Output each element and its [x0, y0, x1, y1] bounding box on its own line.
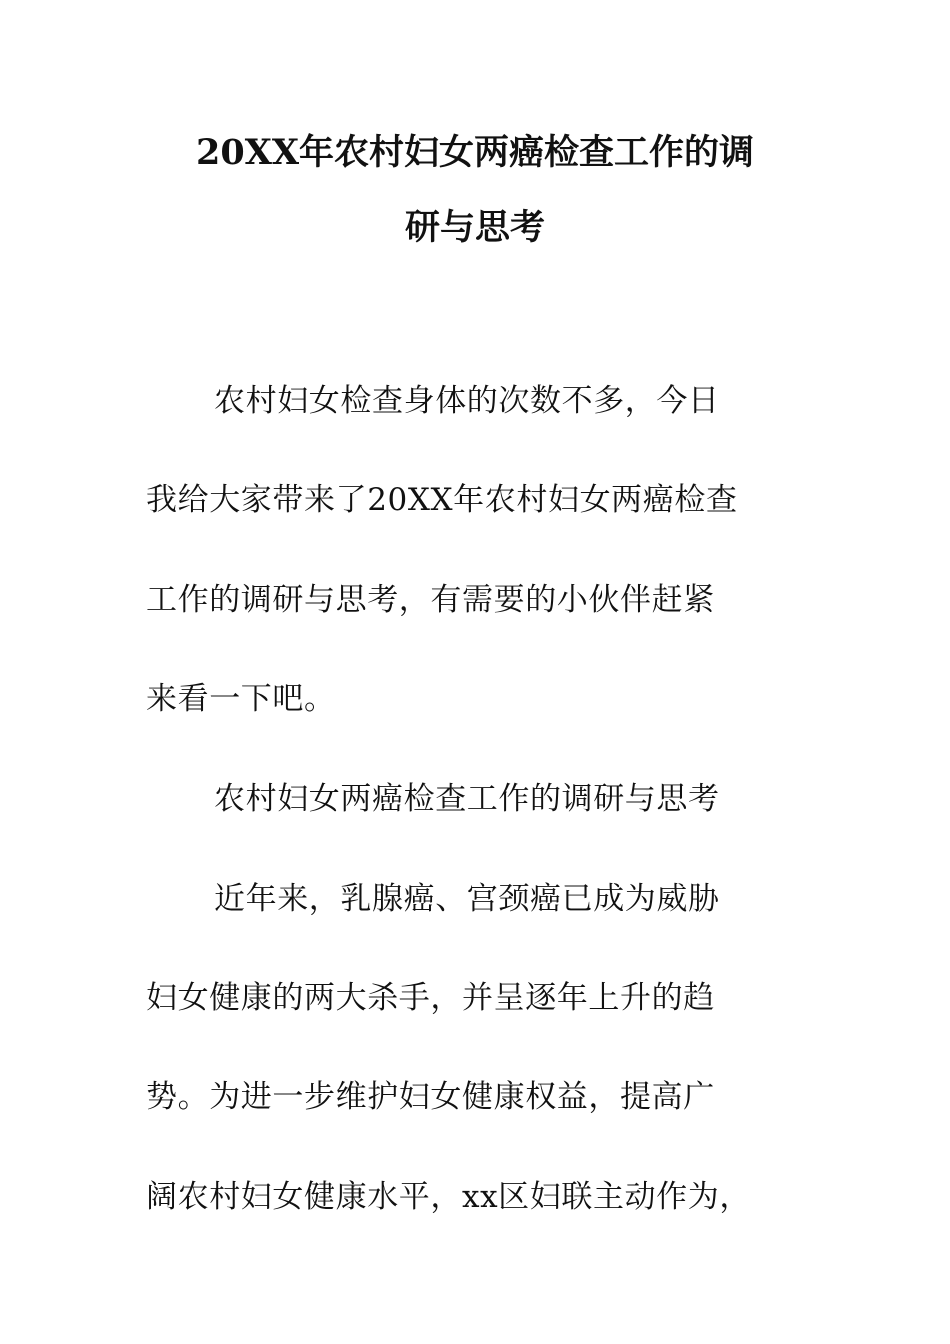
subheading-line: 农村妇女两癌检查工作的调研与思考	[214, 781, 720, 817]
paragraph-2-line-2: 妇女健康的两大杀手，并呈逐年上升的趋	[146, 980, 715, 1016]
paragraph-1-line-1: 农村妇女检查身体的次数不多，今日	[214, 383, 720, 419]
document-title-line-2: 研与思考	[404, 207, 545, 248]
paragraph-1-line-2: 我给大家带来了20XX年农村妇女两癌检查	[146, 482, 738, 518]
paragraph-2-line-3: 势。为进一步维护妇女健康权益，提高广	[146, 1079, 715, 1115]
document-title-line-1: 20XX年农村妇女两癌检查工作的调	[195, 132, 755, 173]
paragraph-2-line-4: 阔农村妇女健康水平，xx区妇联主动作为，	[146, 1179, 751, 1215]
paragraph-1-line-3: 工作的调研与思考，有需要的小伙伴赶紧	[146, 582, 715, 618]
paragraph-1-line-4: 来看一下吧。	[146, 681, 336, 717]
paragraph-2-line-1: 近年来，乳腺癌、宫颈癌已成为威胁	[214, 881, 720, 917]
